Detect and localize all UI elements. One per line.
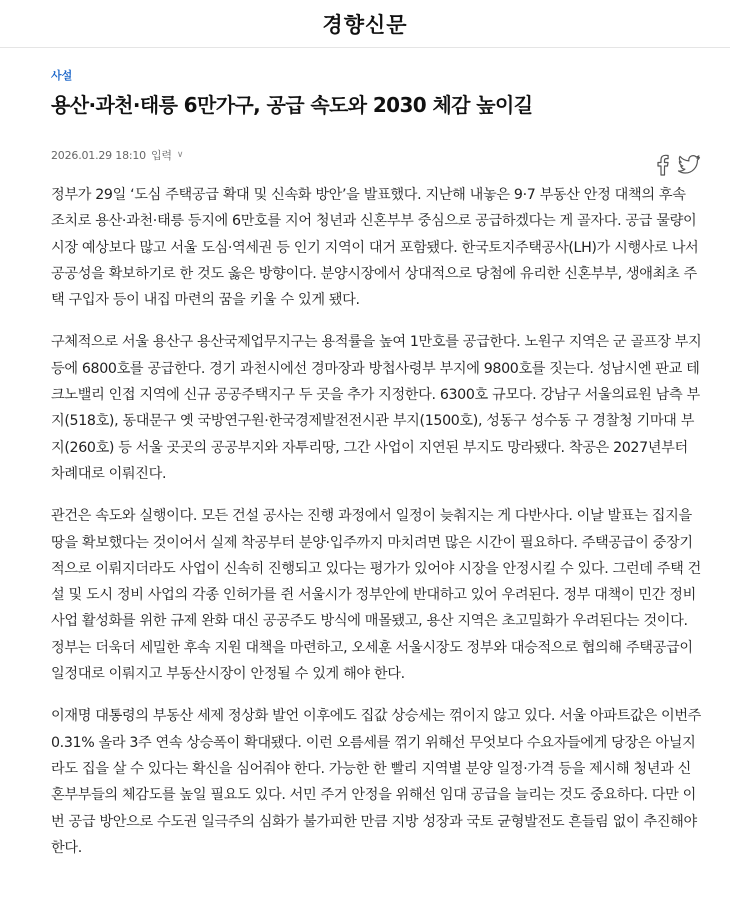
article-datetime-toggle[interactable]: [51, 147, 703, 163]
article-paragraph: 정부가 29일 ‘도심 주택공급 확대 및 신속화 방안’을 발표했다. 지난해 내놓은 9·7 부동산 안정 대책의 후속 조치로 용산·과천·태릉 등지에 6만호를 지어 청년과 신혼부부 중심으로 공급하겠다는 게 골자다. 공급 물량이 시장 예상보다 많고 서울 도심·역세권 등 인기 지역이 대거 포함됐다. 한국토지주택공사(LH)가 시행사로 나서 공공성을 확보하기로 한 것도 옳은 방향이다. 분양시장에서 상대적으로 당첨에 유리한 신혼부부, 생애최초 주택 구입자 등이 내집 마련의 꿈을 키울 수 있게 됐다.: [51, 187, 699, 309]
chevron-down-icon: ∨: [176, 150, 184, 160]
article-datetime: 2026.01.29 18:10: [51, 148, 146, 162]
article-paragraph: 이재명 대통령의 부동산 세제 정상화 발언 이후에도 집값 상승세는 꺾이지 않고 있다. 서울 아파트값은 이번주 0.31% 올라 3주 연속 상승폭이 확대됐다. 이런 오름세를 꺾기 위해선 무엇보다 수요자들에게 당장은 아닐지라도 집을 살 수 있다는 확신을 심어줘야 한다. 가능한 한 빨리 지역별 분양 일정·가격 등을 제시해 청년과 신혼부부들의 체감도를 높일 필요도 있다. 서민 주거 안정을 위해선 임대 공급을 늘리는 것도 중요하다. 다만 이번 공급 방안으로 수도권 일극주의 심화가 불가피한 만큼 지방 성장과 국토 균형발전도 흔들림 없이 추진해야 한다.: [51, 708, 702, 856]
site-logo[interactable]: 경향신문: [322, 11, 408, 37]
share-buttons: [655, 154, 701, 176]
article: [0, 67, 730, 861]
twitter-icon[interactable]: [677, 155, 701, 175]
article-title: 용산·과천·태릉 6만가구, 공급 속도와 2030 체감 높이길: [51, 93, 533, 117]
facebook-icon[interactable]: [655, 154, 669, 176]
section-tag[interactable]: 사설: [51, 69, 73, 82]
article-datetime-label: 입력: [150, 149, 172, 162]
article-body: [51, 182, 703, 861]
article-paragraph: 관건은 속도와 실행이다. 모든 건설 공사는 진행 과정에서 일정이 늦춰지는 게 다반사다. 이날 발표는 집지을 땅을 확보했다는 것이어서 실제 착공부터 분양·입주까지 마치려면 많은 시간이 필요하다. 주택공급이 중장기적으로 이뤄지더라도 사업이 신속히 진행되고 있다는 평가가 있어야 시장을 안정시킬 수 있다. 그런데 주택 건설 및 도시 정비 사업의 각종 인허가를 쥔 서울시가 정부안에 반대하고 있어 우려된다. 정부 대책이 민간 정비 사업 활성화를 위한 규제 완화 대신 공공주도 방식에 매몰됐고, 용산 지역은 초고밀화가 우려된다는 것이다. 정부는 더욱더 세밀한 후속 지원 대책을 마련하고, 오세훈 서울시장도 정부와 대승적으로 협의해 주택공급이 일정대로 이뤄지고 부동산시장이 안정될 수 있게 해야 한다.: [51, 508, 702, 683]
article-paragraph: 구체적으로 서울 용산구 용산국제업무지구는 용적률을 높여 1만호를 공급한다. 노원구 지역은 군 골프장 부지 등에 6800호를 공급한다. 경기 과천시에선 경마장과 방첩사령부 부지에 9800호를 짓는다. 성남시엔 판교 테크노밸리 인접 지역에 신규 공공주택지구 두 곳을 추가 지정한다. 6300호 규모다. 강남구 서울의료원 남측 부지(518호), 동대문구 옛 국방연구원·한국경제발전전시관 부지(1500호), 성동구 성수동 구 경찰청 기마대 부지(260호) 등 서울 곳곳의 공공부지와 자투리땅, 그간 사업이 지연된 부지도 망라됐다. 착공은 2027년부터 차례대로 이뤄진다.: [51, 334, 702, 482]
site-header: [0, 0, 730, 48]
article-meta: [51, 147, 703, 177]
